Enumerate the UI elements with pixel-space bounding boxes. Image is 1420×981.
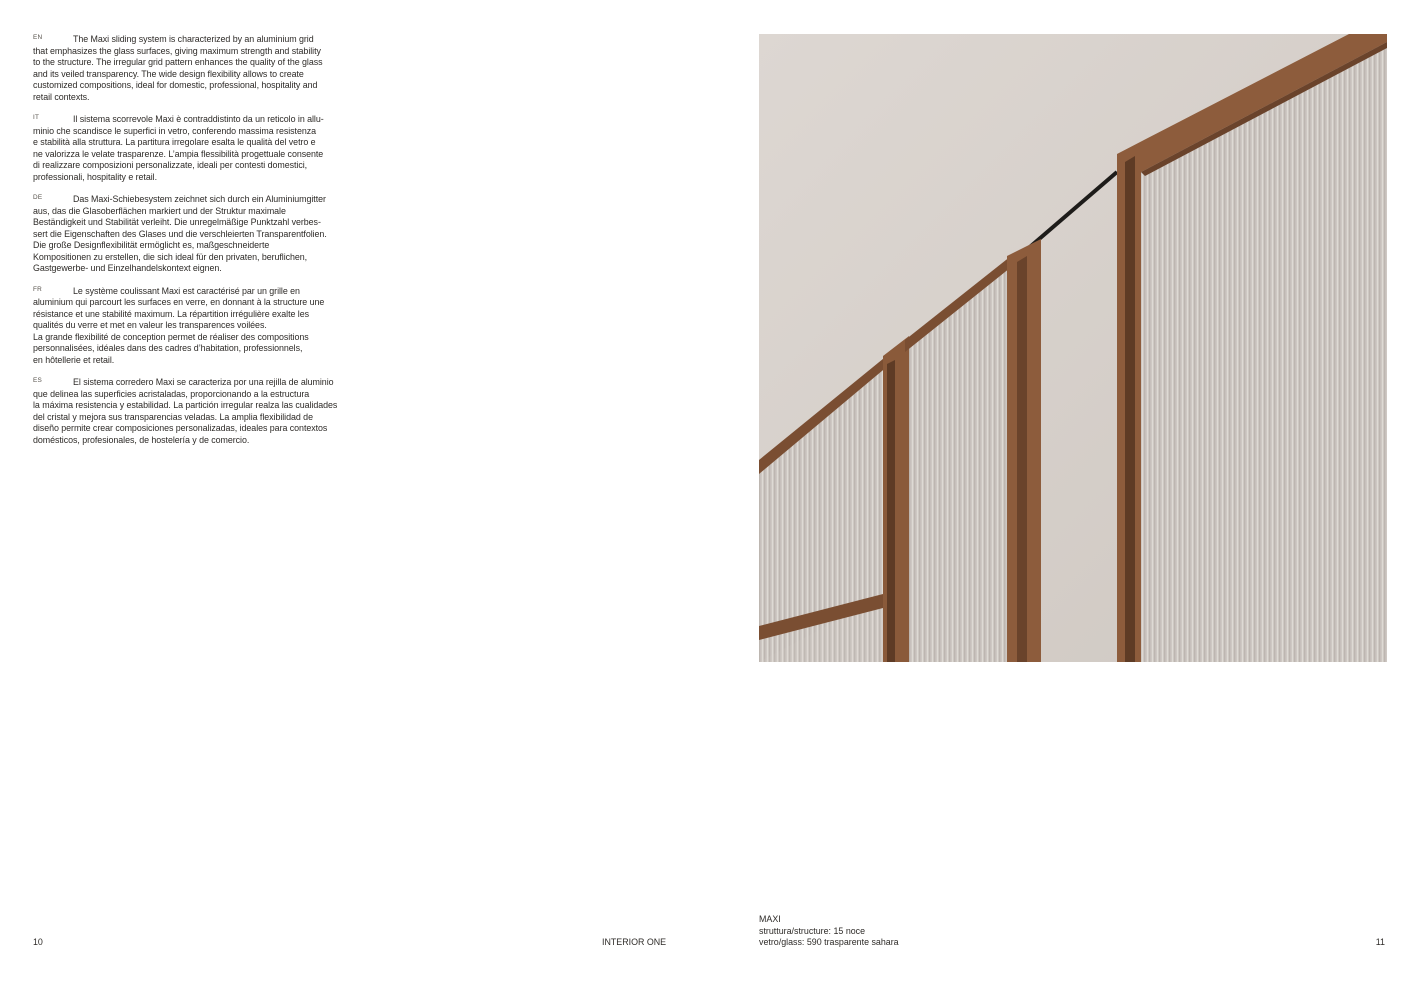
page-number-left: 10	[33, 937, 43, 947]
paragraph-text-fr: Le système coulissant Maxi est caractérisé par un grille en aluminium qui parcourt les surfaces en verre, en donnant à la structure une résistance et une stabilité maximum. La répartition irrégulière exalte les qualités du verre et met en valeur les transparences voilées. La grande flexibilité de conception permet de réaliser des compositions personnalisées, idéales dans des cadres d’habitation, professionnels, en hôtellerie et retail.	[33, 285, 325, 365]
page-number-right: 11	[1375, 937, 1385, 947]
paragraph-text-de: Das Maxi-Schiebesystem zeichnet sich durch ein Aluminiumgitter aus, das die Glasoberflächen markiert und der Struktur maximale Beständigkeit und Stabilität verleiht. Die unregelmäßige Punktzahl verbes- sert die Eigenschaften des Glases und die verschleierten Transparentfolien. Die große Designflexibilität ermöglicht es, maßgeschneiderte Kompositionen zu erstellen, die sich ideal für den privaten, beruflichen, Gastgewerbe- und Einzelhandelskontext eignen.	[33, 194, 327, 273]
caption-glass: vetro/glass: 590 trasparente sahara	[759, 937, 899, 947]
paragraph-text-en: The Maxi sliding system is characterized by an aluminium grid that emphasizes the glass surfaces, giving maximum strength and stability to the structure. The irregular grid pattern enhances the quality of the glass and its veiled transparency. The wide design flexibility allows to create customized compositions, ideal for domestic, professional, hospitality and retail contexts.	[33, 34, 323, 102]
language-label-en: EN	[33, 34, 43, 41]
paragraph-fr	[33, 286, 343, 367]
paragraph-it	[33, 114, 343, 183]
caption-structure: struttura/structure: 15 noce	[759, 925, 866, 936]
language-label-it: IT	[33, 114, 40, 121]
language-label-fr: FR	[33, 285, 42, 293]
photo-caption	[759, 914, 899, 949]
language-label-de: DE	[33, 194, 43, 201]
paragraph-text-es: El sistema corredero Maxi se caracteriza por una rejilla de aluminio que delinea las superficies acristaladas, proporcionando a la estructura la máxima resistencia y estabilidad. La partición irregular realza las cualidades del cristal y mejora sus transparencias veladas. La amplia flexibilidad de diseño permite crear composiciones personalizadas, ideales para contextos domésticos, profesionales, de hostelería y de comercio.	[33, 377, 338, 445]
description-column	[33, 34, 343, 457]
paragraph-en	[33, 34, 343, 103]
paragraph-de	[33, 194, 343, 275]
paragraph-es	[33, 377, 343, 446]
sliding-door-illustration	[759, 34, 1387, 662]
paragraph-text-it: Il sistema scorrevole Maxi è contraddistinto da un reticolo in allu- minio che scandisce le superfici in vetro, conferendo massima resistenza e stabilità alla struttura. La partitura irregolare esalta le qualità del vetro e ne valorizza le velate trasparenze. L’ampia flessibilità progettuale consente di realizzare composizioni personalizzate, ideali per contesti domestici, professionali, hospitality e retail.	[33, 114, 324, 182]
brand-name: INTERIOR ONE	[602, 937, 667, 947]
language-label-es: ES	[33, 377, 42, 384]
caption-product: MAXI	[759, 914, 781, 924]
product-photo	[759, 34, 1387, 662]
